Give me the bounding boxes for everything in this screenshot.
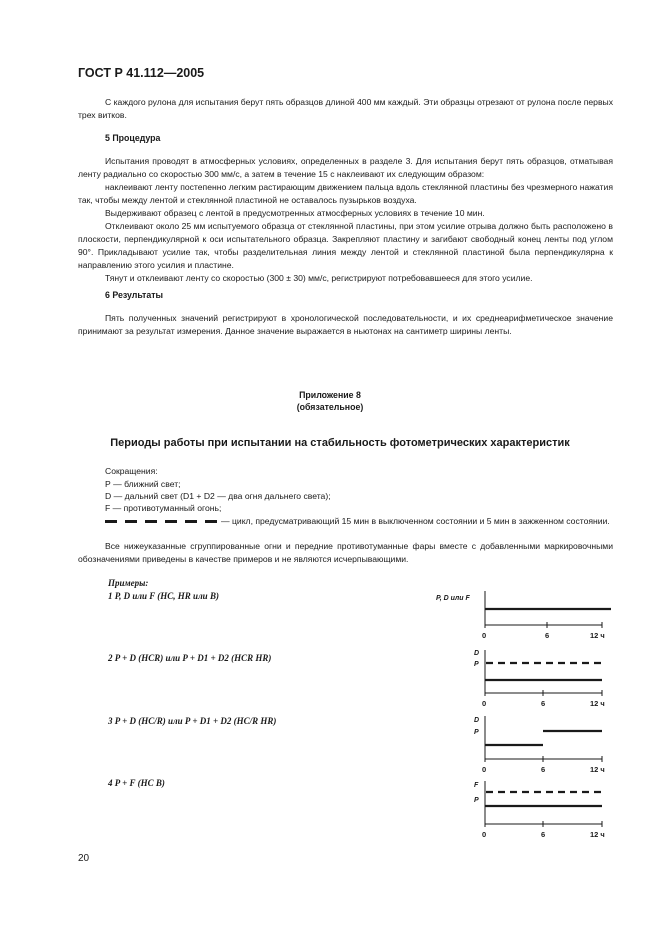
tick-label: 12 ч xyxy=(590,631,605,640)
tick-label: 6 xyxy=(545,631,550,640)
timing-diagram-1 xyxy=(430,588,615,642)
doc-header: ГОСТ Р 41.112—2005 xyxy=(78,66,205,80)
diagram-2-bottom-label: P xyxy=(474,661,479,668)
tick-label: 0 xyxy=(482,699,487,708)
tick-label: 0 xyxy=(482,765,487,774)
timing-diagram-3 xyxy=(430,710,615,776)
abbrev-heading: Сокращения: xyxy=(105,466,158,476)
abbrev-d: D — дальний свет (D1 + D2 — два огня дальнего света); xyxy=(105,491,331,501)
diagram-2-top-label: D xyxy=(474,650,480,657)
example-1: 1 P, D или F (HC, HR или B) xyxy=(108,591,219,601)
dashed-line-symbol xyxy=(105,515,217,528)
section-5-heading: 5 Процедура xyxy=(105,133,161,143)
diagram-1-label: P, D или F xyxy=(436,595,470,602)
section-6-heading: 6 Результаты xyxy=(105,290,164,300)
appendix-label: Приложение 8 xyxy=(299,390,361,400)
tick-label: 6 xyxy=(541,765,546,774)
section-5-paragraph: Тянут и отклеивают ленту со скоростью (300 ± 30) мм/с, регистрируют потребовавшееся для этого усилие. xyxy=(105,273,533,283)
section-5-body xyxy=(78,155,613,285)
tick-label: 12 ч xyxy=(590,830,605,839)
examples-heading: Примеры: xyxy=(108,578,149,588)
diagram-4-top-label: F xyxy=(474,782,479,789)
diagram-4-bottom-label: P xyxy=(474,797,479,804)
section-6-paragraph: Пять полученных значений регистрируют в хронологической последовательности, и их среднеарифметическое значение принимают за результат измерения. Данное значение выражается в ньютонах на сантиметр ширины ленты. xyxy=(78,313,613,336)
example-4: 4 P + F (HC B) xyxy=(108,778,165,788)
intro-paragraph: С каждого рулона для испытания берут пять образцов длиной 400 мм каждый. Эти образцы отрезают от рулона после первых трех витков. xyxy=(78,97,613,120)
abbrev-p: Р — ближний свет; xyxy=(105,479,181,489)
tick-label: 0 xyxy=(482,631,487,640)
example-3: 3 P + D (HC/R) или P + D1 + D2 (HC/R HR) xyxy=(108,716,277,726)
section-5-paragraph: наклеивают ленту постепенно легким растирающим движением пальца вдоль стеклянной пластины без чрезмерного нажатия так, чтобы между лентой и стеклянной пластиной не оставалось пузырьков воздуха. xyxy=(78,182,613,205)
tick-label: 12 ч xyxy=(590,765,605,774)
tick-label: 12 ч xyxy=(590,699,605,708)
example-2: 2 P + D (HCR) или P + D1 + D2 (HCR HR) xyxy=(108,653,272,663)
timing-diagram-4 xyxy=(430,775,615,841)
diagram-3-top-label: D xyxy=(474,717,480,724)
tick-label: 0 xyxy=(482,830,487,839)
appendix-title: Периоды работы при испытании на стабильность фотометрических характеристик xyxy=(110,437,570,449)
tick-label: 6 xyxy=(541,699,546,708)
diagram-3-bottom-label: P xyxy=(474,729,479,736)
abbrev-cycle-text: — цикл, предусматривающий 15 мин в выключенном состоянии и 5 мин в зажженном состоянии. xyxy=(221,516,610,526)
abbrev-note: Все нижеуказанные сгруппированные огни и передние противотуманные фары вместе с добавленными маркировочными обозначениями приведены в качестве примеров и не являются исчерпывающими. xyxy=(78,541,613,564)
timing-diagram-2 xyxy=(430,645,615,710)
page-number: 20 xyxy=(78,853,90,864)
section-5-paragraph: Выдерживают образец с лентой в предусмотренных атмосферных условиях в течение 10 мин. xyxy=(105,208,485,218)
abbrev-f: F — противотуманный огонь; xyxy=(105,503,222,513)
abbrev-cycle xyxy=(78,515,613,528)
section-5-paragraph: Испытания проводят в атмосферных условиях, определенных в разделе 3. Для испытания берут пять образцов, отматывая ленту радиально со скоростью 300 мм/с, а затем в течение 15 с наклеивают их следующим образом: xyxy=(78,156,613,179)
tick-label: 6 xyxy=(541,830,546,839)
appendix-type: (обязательное) xyxy=(296,402,364,412)
section-5-paragraph: Отклеивают около 25 мм испытуемого образца от стеклянной пластины, при этом усилие отрыва должно быть расположено в плоскости, перпендикулярной к оси испытательного образца. Закрепляют пластину и загибают свободный конец ленты под углом 90°. Прикладывают усилие так, чтобы разделительная линия между лентой и стеклянной пластиной была перпендикулярна к направлению этого усилия и пластине. xyxy=(78,221,613,270)
